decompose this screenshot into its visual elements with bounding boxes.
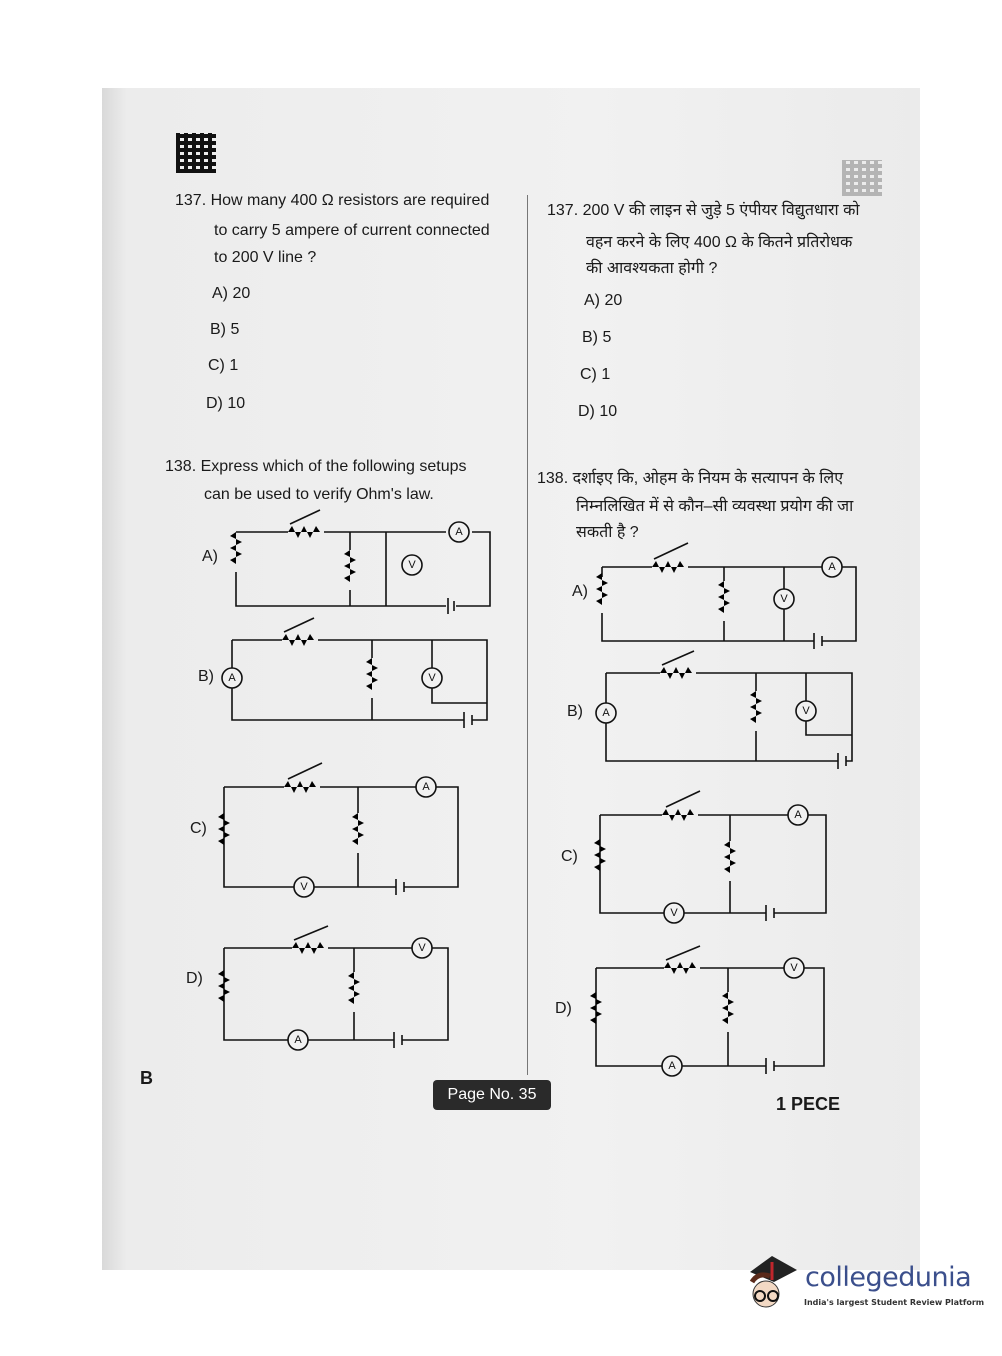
circuit-diagram-b-hi: [596, 665, 858, 770]
svg-text:A: A: [455, 526, 463, 538]
svg-text:A: A: [794, 809, 802, 821]
circuit-diagram-c: [222, 775, 462, 900]
question-text: की आवश्यकता होगी ?: [586, 260, 718, 277]
question-text: to 200 V line ?: [214, 249, 317, 266]
option-d: D): [555, 1000, 572, 1017]
svg-text:V: V: [408, 559, 416, 571]
option-d: D) 10: [578, 403, 618, 420]
question-138-en: [165, 452, 467, 482]
option-a: A): [202, 548, 218, 565]
option-b: B) 5: [582, 329, 612, 346]
svg-text:A: A: [228, 672, 236, 684]
option-c: C) 1: [208, 357, 239, 374]
option-a: A) 20: [212, 285, 251, 302]
option-b: B) 5: [210, 321, 240, 338]
svg-text:V: V: [780, 593, 788, 605]
svg-text:A: A: [828, 561, 836, 573]
svg-text:V: V: [300, 881, 308, 893]
svg-text:V: V: [802, 705, 810, 717]
page-number: Page No. 35: [433, 1080, 551, 1110]
question-138-hi: [537, 464, 843, 494]
option-b: B): [198, 668, 214, 685]
question-number: 138.: [537, 470, 569, 487]
question-137-hi: [547, 196, 860, 226]
option-c: C): [190, 820, 207, 837]
question-text: to carry 5 ampere of current connected: [214, 222, 490, 239]
option-d: D) 10: [206, 395, 246, 412]
circuit-diagram-b: [222, 628, 492, 728]
circuit-diagram-c-hi: [598, 805, 833, 920]
collegedunia-logo: collegedunia: [805, 1262, 972, 1293]
question-text: निम्नलिखित में से कौन–सी व्यवस्था प्रयोग की जा: [576, 498, 854, 515]
svg-text:A: A: [294, 1034, 302, 1046]
question-text: Express which of the following setups: [200, 458, 467, 475]
svg-text:A: A: [668, 1060, 676, 1072]
circuit-diagram-d-hi: [594, 962, 829, 1077]
option-b: B): [567, 703, 583, 720]
option-a: A): [572, 583, 588, 600]
circuit-diagram-a: [228, 520, 493, 610]
svg-text:V: V: [790, 962, 798, 974]
option-c: C): [561, 848, 578, 865]
question-text: दर्शाइए कि, ओहम के नियम के सत्यापन के लिए: [572, 470, 844, 487]
question-text: can be used to verify Ohm's law.: [204, 486, 434, 503]
question-number: 138.: [165, 458, 197, 475]
svg-text:V: V: [418, 942, 426, 954]
option-c: C) 1: [580, 366, 611, 383]
paper-code: 1 PECE: [776, 1094, 841, 1114]
option-d: D): [186, 970, 203, 987]
circuit-diagram-d: [222, 940, 462, 1060]
collegedunia-tagline: India's largest Student Review Platform: [804, 1298, 985, 1307]
question-text: How many 400 Ω resistors are required: [210, 192, 490, 209]
question-number: 137.: [547, 202, 579, 219]
question-number: 137.: [175, 192, 207, 209]
booklet-set: B: [140, 1068, 153, 1088]
svg-text:V: V: [428, 672, 436, 684]
svg-text:V: V: [670, 907, 678, 919]
question-text: वहन करने के लिए 400 Ω के कितने प्रतिरोधक: [586, 234, 853, 251]
question-text: सकती है ?: [576, 524, 639, 541]
question-text: 200 V की लाइन से जुड़े 5 एंपीयर विद्युतधारा को: [582, 202, 860, 219]
circuit-diagram-a-hi: [600, 555, 860, 650]
column-divider: [527, 195, 528, 1075]
svg-text:A: A: [602, 707, 610, 719]
option-a: A) 20: [584, 292, 623, 309]
question-137-en: [175, 186, 489, 216]
qr-code-right: [842, 160, 882, 196]
collegedunia-mascot-icon: [742, 1252, 802, 1314]
svg-text:A: A: [422, 781, 430, 793]
qr-code-left: [176, 133, 216, 173]
